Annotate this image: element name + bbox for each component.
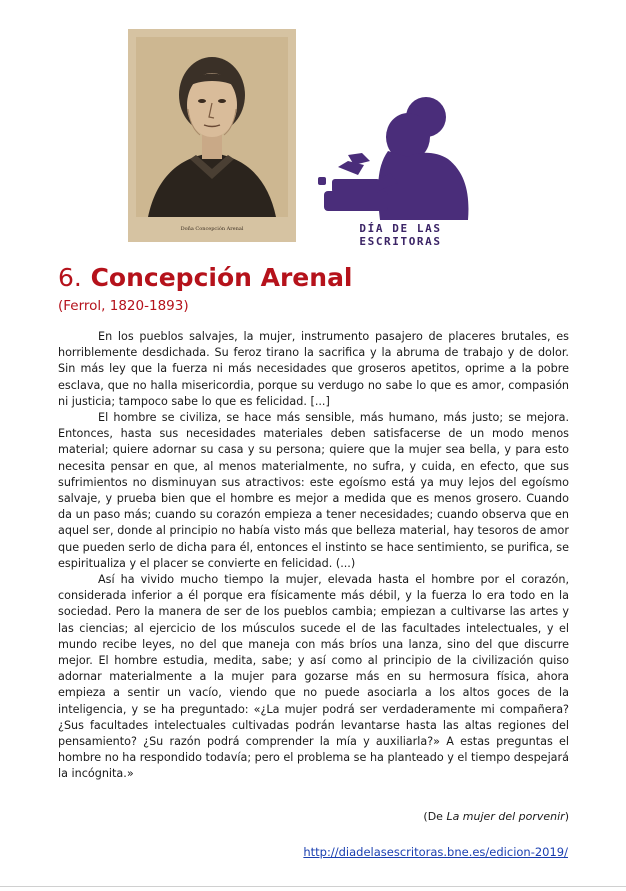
paragraph: En los pueblos salvajes, la mujer, instrumento pasajero de placeres brutales, es horriblemente desdichada. Su feroz tirano la sacrifica y la abruma de trabajo y de dolor. Sin más ley que la fuerza ni más necesidades que groseros apetitos, oprime a la pobre esclava, que no halla misericordia, porque su verdugo no sabe lo que es amor, compasión ni justicia; tampoco sabe lo que es felicidad. [...] xyxy=(58,330,569,408)
author-name: Concepción Arenal xyxy=(90,263,353,292)
author-dates: (Ferrol, 1820-1893) xyxy=(58,298,189,314)
quote-body xyxy=(58,329,569,783)
author-portrait xyxy=(128,29,296,242)
heading-number: 6. xyxy=(58,263,82,292)
dia-de-las-escritoras-logo xyxy=(318,95,483,248)
source-prefix: (De xyxy=(423,810,447,823)
paragraph: Así ha vivido mucho tiempo la mujer, elevada hasta el hombre por el corazón, considerada inferior a él porque era físicamente más débil, y la fuerza lo era todo en la sociedad. Pero la manera de ser de los pueblos cambia; empiezan a cultivarse las artes y las ciencias; al ejercicio de los músculos sucede el de las facultades intelectuales, y el mundo recibe leyes, no del que maneja con más bríos una lanza, sino del que discurre mejor. El hombre estudia, medita, sabe; y así como al principio de la civilización quiso adornar materialmente a la mujer para gozarse más en su hermosura física, ahora empieza a sentir un vacío, viendo que no puede asociarla a los altos goces de la inteligencia, y se ha preguntado: «¿La mujer podrá ser verdaderamente mi compañera? ¿Sus facultades intelectuales cultivadas podrán levantarse hasta las altas regiones del pensamiento? ¿Su razón podrá comprender la mía y auxiliarla?» A estas preguntas el hombre no ha respondido todavía; pero el problema se ha planteado y el tiempo despejará la incógnita.» xyxy=(58,573,569,781)
source-citation xyxy=(58,810,569,823)
portrait-engraving xyxy=(128,29,296,242)
edition-link[interactable]: http://diadelasescritoras.bne.es/edicion-2019/ xyxy=(303,845,568,859)
section-heading xyxy=(58,263,353,292)
logo-text: DÍA DE LAS ESCRITORAS xyxy=(359,222,442,248)
source-title: La mujer del porvenir xyxy=(446,810,565,823)
portrait-caption: Doña Concepción Arenal xyxy=(180,226,244,232)
paragraph: El hombre se civiliza, se hace más sensible, más humano, más justo; se mejora. Entonces, hasta sus necesidades materiales deben satisfacerse de un modo menos material; quiere adornar su casa y su persona; quiere que la mujer sea bella, y para esto necesita pensar en que, al menos materialmente, no sufra, y cuida, en efecto, que sus sufrimientos no disminuyan sus atractivos: este egoísmo está ya muy lejos del egoísmo salvaje, y prueba bien que el hombre es mejor a medida que es menos grosero. Cuando da un paso más; cuando su corazón empieza a tener necesidades; cuando observa que en aquel ser, donde al principio no había visto más que belleza material, hay tesoros de amor que pueden serlo de dicha para él, entonces el instinto se hace sentimiento, se purifica, se espiritualiza y el placer se convierte en felicidad. (...) xyxy=(58,411,569,570)
page-divider xyxy=(0,886,626,887)
source-suffix: ) xyxy=(564,810,569,823)
writer-silhouette-icon xyxy=(318,95,483,220)
